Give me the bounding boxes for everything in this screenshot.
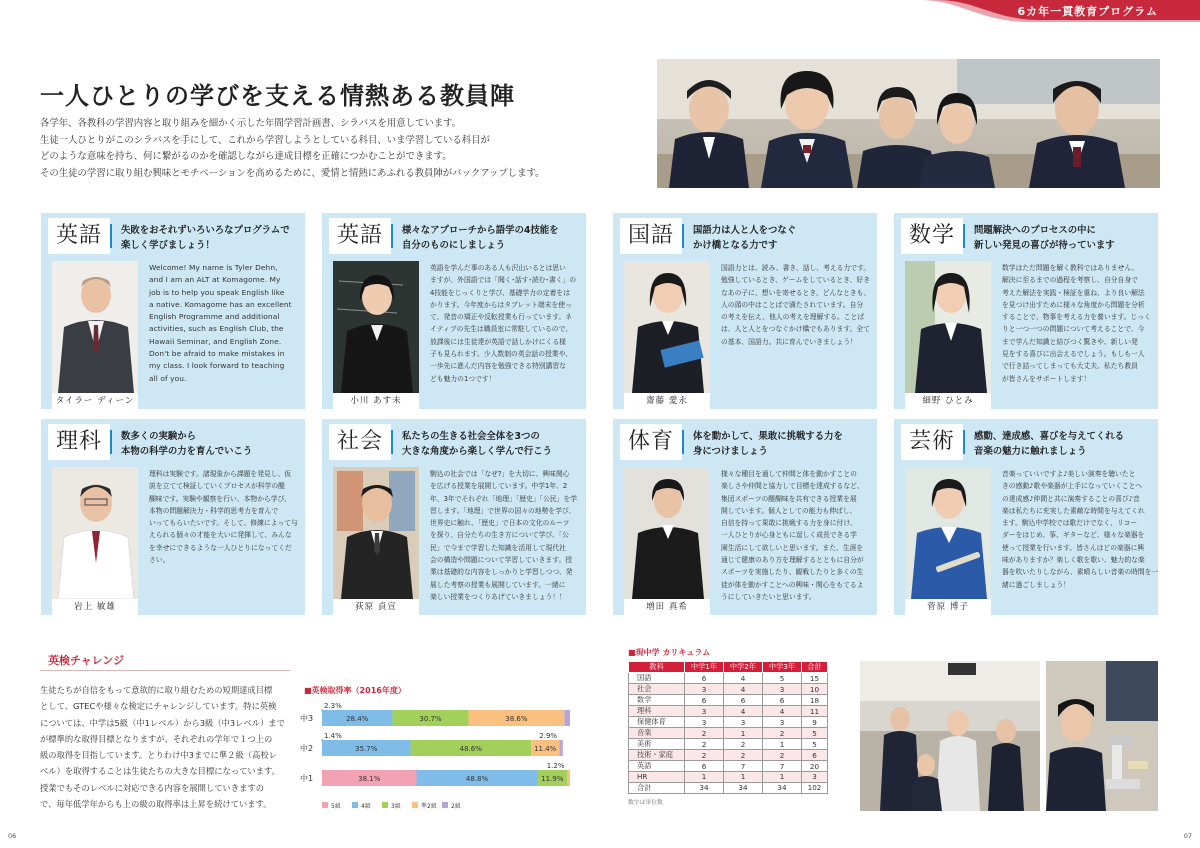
category-label: 中1: [300, 774, 314, 783]
students-illustration: [657, 59, 1160, 188]
classroom-illustration: [860, 661, 1040, 811]
message-line: 味がありますか？楽しく歌を歌い、魅力的な楽: [1002, 556, 1145, 565]
column-header: 教科: [629, 662, 685, 673]
data-label: 1.2%: [546, 762, 565, 770]
table-cell: 3: [802, 772, 828, 783]
message-line: 説を立てて検証していくプロセスが科学の醍: [149, 482, 285, 491]
message-line: 民」で今まで学習した知識を活用して現代社: [430, 543, 566, 552]
table-cell: 3: [685, 684, 724, 695]
message-line: 器を吹いたりしながら、素晴らしい音楽の時間を一: [1002, 568, 1159, 577]
subject-label: 英語: [48, 218, 110, 254]
table-cell: 4: [724, 684, 763, 695]
card-catchphrase: [693, 223, 873, 253]
message-line: で行き詰ってしまっても大丈夫、私たち教員: [1002, 362, 1138, 371]
message-line: なあの子に、想いを寄せるとき、どんなときも、: [721, 288, 871, 297]
eiken-line: 授業でもそのレベルに対応できる内容を展開していきますの: [40, 782, 265, 793]
table-cell: 1: [763, 739, 802, 750]
table-cell: 9: [802, 717, 828, 728]
message-line: 楽は私たちに充実した素敵な時間を与えてくれ: [1002, 506, 1145, 515]
eiken-line: 級の取得を目指しています。とりわけ中3までに準２級（高校レ: [40, 750, 277, 761]
message-line: を見つけ出すために様々な角度から問題を分析: [1002, 300, 1145, 309]
data-label: 38.6%: [505, 715, 528, 723]
catch-line: 感動、達成感、喜びを与えてくれる: [974, 431, 1125, 442]
legend-label: 準2級: [421, 803, 437, 810]
teacher-card-science: [41, 419, 305, 615]
message-line: を広げる授業を展開しています。中学1年、2: [430, 482, 568, 491]
table-cell: 理科: [629, 706, 685, 717]
message-line: 醐味です。実験や観察を行い、本物から学び、: [149, 494, 291, 503]
table-cell: 7: [763, 761, 802, 772]
teacher-name: タイラー ディーン: [52, 393, 138, 409]
table-cell: 6: [685, 673, 724, 684]
table-row: [629, 782, 828, 793]
table-cell: 6: [685, 695, 724, 706]
teacher-portrait: [333, 467, 419, 599]
table-cell: 2: [724, 750, 763, 761]
table-cell: 6: [802, 750, 828, 761]
eiken-chart: [300, 698, 580, 812]
data-label: 11.4%: [534, 745, 557, 753]
table-row: [629, 717, 828, 728]
table-cell: 3: [763, 717, 802, 728]
message-line: 解決に至るまでの過程を考察し、自分自身で: [1002, 276, 1138, 285]
message-line: 国語力とは、読み、書き、話し、考える力です。: [721, 264, 871, 272]
table-row: [629, 739, 828, 750]
table-cell: 34: [763, 782, 802, 793]
message-line: 緒に過ごしましょう！: [1002, 580, 1070, 589]
subject-divider: [110, 224, 112, 248]
message-line: きの感動♪歌や楽器が上手になっていくことへ: [1002, 482, 1143, 491]
legend-label: 2級: [451, 803, 461, 810]
table-cell: 1: [724, 772, 763, 783]
subject-label: 数学: [901, 218, 963, 254]
teacher-card-math: [894, 213, 1158, 409]
message-line: 開しています。個人としての能力も伸ばし、: [721, 506, 857, 515]
column-header: 中学2年: [724, 662, 763, 673]
legend-swatch: [382, 802, 388, 808]
hero-students-photo: [657, 59, 1160, 188]
teacher-message: [1002, 262, 1152, 385]
teacher-name: 岩上 敏雄: [52, 599, 138, 615]
table-cell: 2: [685, 750, 724, 761]
message-line: 音楽っていいですよ♪美しい演奏を聴いたと: [1002, 470, 1136, 478]
intro-line: どのような意味を持ち、何に繋がるのかを確認しながら達成目標を正確につかむことができます。: [40, 151, 452, 162]
table-cell: 6: [763, 695, 802, 706]
message-line: ますが、外国語では「聞く･話す･読む･書く」の: [430, 276, 577, 285]
subject-label: 国語: [620, 218, 682, 254]
data-label: 1.4%: [324, 732, 342, 740]
catch-line: 体を動かして、果敢に挑戦する力を: [693, 431, 843, 442]
legend-swatch: [442, 802, 448, 808]
teacher-portrait: [905, 261, 991, 393]
legend-label: 3級: [391, 803, 401, 810]
message-line: Welcome! My name is Tyler Dehn,: [149, 263, 278, 272]
message-line: 習します。「地理」で世界の国々の地勢を学び、: [430, 506, 576, 515]
table-cell: 11: [802, 706, 828, 717]
teacher-card-arts: [894, 419, 1158, 615]
table-cell: 4: [763, 706, 802, 717]
subject-label: 芸術: [901, 424, 963, 460]
message-line: 楽しい授業をつくりあげていきましょう！！: [430, 592, 566, 601]
page-title: 一人ひとりの学びを支える情熱ある教員陣: [40, 82, 515, 110]
message-line: Don't be afraid to make mistakes in: [149, 349, 285, 359]
teacher-portrait: [333, 261, 419, 393]
message-line: 4技能をじっくりと学び、基礎学力の定着をは: [430, 288, 570, 297]
table-cell: 3: [685, 717, 724, 728]
teacher-photo: [333, 467, 419, 599]
message-line: 集団スポーツの醍醐味を共有できる授業を展: [721, 494, 857, 503]
eiken-section-header: [40, 649, 290, 671]
message-line: 年、3年でそれぞれ「地理」「歴史」「公民」を学: [430, 494, 578, 503]
curriculum-title: ■現中学 カリキュラム: [628, 648, 711, 657]
table-cell: 3: [724, 717, 763, 728]
message-line: 放課後には生徒達が英語で話しかけにくる様: [430, 337, 566, 346]
table-cell: 15: [802, 673, 828, 684]
column-header: 合計: [802, 662, 828, 673]
table-row: [629, 684, 828, 695]
data-label: 2.9%: [539, 732, 558, 740]
microscope-illustration: [1046, 661, 1158, 811]
card-catchphrase: [693, 429, 873, 459]
catch-line: 私たちの生きる社会全体を3つの: [402, 431, 540, 442]
subject-divider: [110, 430, 112, 454]
message-line: イティブの先生は職員室に常駐しているので、: [430, 325, 573, 334]
table-cell: 6: [685, 761, 724, 772]
message-line: 考えた解法を実践・検証を重ね、より良い解法: [1002, 288, 1145, 297]
teacher-message: [149, 262, 299, 385]
message-line: が皆さんをサポートします！: [1002, 374, 1091, 383]
intro-line: その生徒の学習に取り組む興味とモチベーションを高めるために、愛情と情熱にあふれる教員陣がバックアップします。: [40, 167, 545, 179]
data-label: 38.1%: [358, 775, 381, 783]
message-line: my class. I look forward to teaching: [149, 361, 285, 371]
message-line: 一人ひとりが心身ともに逞しく成長できる学: [721, 531, 857, 540]
subject-divider: [682, 430, 684, 454]
table-row: [629, 695, 828, 706]
table-cell: HR: [629, 772, 685, 783]
teacher-photo: [624, 261, 710, 393]
eiken-chart-svg: [300, 698, 580, 812]
table-cell: 5: [763, 673, 802, 684]
chart-title: ■英検取得率（2016年度）: [304, 686, 406, 695]
message-line: 通じて健康のあり方を理解するとともに自分が: [721, 556, 864, 565]
catch-line: 新しい発見の喜びが待っています: [974, 240, 1115, 251]
message-line: 使って授業を行います。皆さんはどの楽器に興: [1002, 543, 1145, 552]
card-catchphrase: [974, 429, 1154, 459]
catch-line: 様々なアプローチから語学の4技能を: [402, 225, 559, 236]
teacher-card-social: [322, 419, 586, 615]
curriculum-body: [629, 673, 828, 794]
eiken-line: として、GTECや様々な検定にチャレンジしています。特に英検: [40, 701, 277, 712]
message-line: 自信を持って果敢に挑戦する力を身に付け、: [721, 519, 857, 528]
table-cell: 4: [724, 673, 763, 684]
table-cell: 数学: [629, 695, 685, 706]
message-line: を探り、自分たちの生き方について学び、「公: [430, 531, 569, 540]
message-line: の考えを伝え、他人の考えを理解する。ことば: [721, 313, 865, 322]
subject-divider: [682, 224, 684, 248]
teacher-photo: [52, 261, 138, 393]
page-number-left: 06: [8, 832, 17, 840]
eiken-line: で、毎年低学年からも上の級の取得率は上昇を続けています。: [40, 799, 272, 810]
teacher-portrait: [52, 467, 138, 599]
message-line: 園生活にして欲しいと思います。また、生涯を: [721, 543, 864, 552]
data-label: 48.8%: [465, 775, 489, 783]
message-line: いってもらいたいです。そして、修練によって与: [149, 519, 298, 528]
catch-line: 楽しく学びましょう！: [121, 240, 215, 251]
teacher-photo: [52, 467, 138, 599]
teacher-photo: [905, 261, 991, 393]
data-label: 11.9%: [541, 775, 564, 783]
table-cell: 2: [685, 739, 724, 750]
table-cell: 合計: [629, 782, 685, 793]
curriculum-table: [628, 661, 828, 794]
message-line: うにしていきたいと思います。: [721, 592, 816, 601]
eiken-line: 生徒たちが自信をもって意欲的に取り組むための短期達成目標: [40, 685, 273, 695]
table-cell: 5: [802, 739, 828, 750]
catch-line: 音楽の魅力に触れましょう: [974, 446, 1087, 457]
message-line: することで、物事を考える力を養います。じっく: [1002, 313, 1151, 322]
table-cell: 2: [763, 728, 802, 739]
teacher-card-english-2: [322, 213, 586, 409]
catch-line: 失敗をおそれずいろいろなプログラムで: [121, 225, 290, 236]
teacher-name: 荻原 貞宣: [333, 599, 419, 615]
teacher-card-pe: [613, 419, 877, 615]
eiken-description: [40, 682, 296, 812]
table-cell: 7: [724, 761, 763, 772]
table-cell: 英語: [629, 761, 685, 772]
subject-label: 体育: [620, 424, 682, 460]
section-banner: [920, 0, 1200, 22]
bar-segment: [559, 740, 562, 756]
catch-line: 本物の科学の力を育んでいこう: [121, 446, 253, 457]
subject-label: 理科: [48, 424, 110, 460]
table-cell: 2: [724, 739, 763, 750]
subject-divider: [963, 430, 965, 454]
message-line: and I am an ALT at Komagome. My: [149, 275, 281, 285]
catch-line: かけ橋となる力です: [693, 240, 778, 251]
message-line: は、人と人とをつなぐかけ橋でもあります。全て: [721, 325, 870, 334]
teacher-name: 細野 ひとみ: [905, 393, 991, 409]
table-cell: 技術・家庭: [629, 750, 685, 761]
legend-swatch: [352, 802, 358, 808]
table-cell: 34: [724, 782, 763, 793]
teacher-message: [149, 468, 299, 566]
banner-label: 6カ年一貫教育プログラム: [1017, 5, 1158, 18]
message-line: 勉強しているとき、ゲームをしているとき、好き: [721, 276, 870, 285]
table-cell: 4: [724, 706, 763, 717]
message-line: all of you.: [149, 373, 187, 383]
message-line: 数学はただ問題を解く教科ではありません。: [1002, 264, 1139, 272]
table-cell: 6: [724, 695, 763, 706]
message-line: えられる個々の才能を大いに発揮して、みんな: [149, 531, 292, 540]
teacher-portrait: [905, 467, 991, 599]
teacher-card-japanese: [613, 213, 877, 409]
message-line: 理科は実験です。諸現象から課題を発見し、仮: [149, 470, 292, 478]
teacher-photo: [624, 467, 710, 599]
column-header: 中学3年: [763, 662, 802, 673]
classroom-photo: [860, 661, 1040, 811]
table-cell: 音楽: [629, 728, 685, 739]
teacher-message: [1002, 468, 1159, 591]
catch-line: 問題解決へのプロセスの中に: [974, 225, 1096, 236]
message-line: 人の頭の中はことばで満たされています。自分: [721, 300, 864, 309]
card-catchphrase: [402, 223, 582, 253]
teacher-name: 齋藤 愛永: [624, 393, 710, 409]
table-row: [629, 728, 828, 739]
message-line: ども魅力の1つです！: [430, 374, 496, 383]
subject-divider: [963, 224, 965, 248]
message-line: 展した考察の授業も展開しています。一緒に: [430, 580, 566, 589]
table-row: [629, 772, 828, 783]
data-label: 48.6%: [459, 745, 482, 753]
teacher-message: [430, 262, 580, 385]
microscope-photo: [1046, 661, 1158, 811]
category-label: 中2: [300, 744, 314, 753]
teacher-portrait: [624, 467, 710, 599]
message-line: スポーツを実施したり、観戦したりと多くの生: [721, 568, 864, 577]
legend-swatch: [322, 802, 328, 808]
table-cell: 2: [685, 728, 724, 739]
table-cell: 1: [763, 772, 802, 783]
message-line: 様々な種目を通して仲間と体を動かすことの: [721, 470, 857, 478]
message-line: 見をする喜びに出会えるでしょう。もしも一人: [1002, 350, 1145, 359]
table-cell: 3: [685, 706, 724, 717]
catch-line: 身につけましょう: [693, 446, 768, 457]
catch-line: 数多くの実験から: [121, 431, 197, 442]
bar-segment: [564, 710, 570, 726]
eiken-line: については、中学は5級（中1レベル）から3級（中3レベル）まで: [40, 717, 285, 728]
table-row: [629, 706, 828, 717]
eiken-line: ベル）を取得することは生徒たちの大きな目標になっています。: [40, 766, 280, 777]
legend-label: 5級: [331, 803, 341, 810]
message-line: ダーをはじめ、筝、ギターなど、様々な楽器を: [1002, 531, 1145, 540]
table-cell: 2: [763, 750, 802, 761]
table-cell: 1: [724, 728, 763, 739]
table-cell: 34: [685, 782, 724, 793]
teacher-portrait: [52, 261, 138, 393]
message-line: 業は基礎的な内容をしっかりと学習しつつ、発: [430, 568, 573, 577]
message-line: 一歩先に進んだ内容を勉強できる特別講習な: [430, 362, 566, 371]
intro-text: [40, 116, 640, 182]
teacher-photo: [905, 467, 991, 599]
table-row: [629, 750, 828, 761]
table-cell: 18: [802, 695, 828, 706]
message-line: Hawaii Seminar, and English Zone.: [149, 336, 282, 346]
intro-line: 各学年、各教科の学習内容と取り組みを細かく示した年間学習計画書、シラバスを用意しています。: [40, 118, 462, 129]
message-line: 本物の問題解決力・科学的思考力を育んで: [149, 506, 279, 515]
column-header: 中学1年: [685, 662, 724, 673]
subject-label: 社会: [329, 424, 391, 460]
message-line: a native. Komagome has an excellent: [149, 299, 292, 309]
message-line: English Programme and additional: [149, 312, 280, 322]
message-line: さい。: [149, 556, 170, 565]
table-cell: 5: [802, 728, 828, 739]
data-label: 30.7%: [419, 715, 442, 723]
message-line: 駒込の社会では「なぜ?」を大切に、興味関心: [430, 470, 570, 478]
teacher-name: 増田 真希: [624, 599, 710, 615]
catch-line: 自分のものにしましょう: [402, 240, 506, 251]
message-line: job is to help you speak English like: [149, 287, 285, 297]
table-cell: 1: [685, 772, 724, 783]
teacher-name: 菅原 博子: [905, 599, 991, 615]
catch-line: 大きな角度から楽しく学んで行こう: [402, 446, 553, 457]
message-line: まで学んだ知識と結びつく驚きや、新しい発: [1002, 337, 1138, 346]
page-number-right: 07: [1183, 832, 1192, 840]
card-catchphrase: [121, 429, 301, 459]
card-catchphrase: [974, 223, 1154, 253]
table-cell: 国語: [629, 673, 685, 684]
table-header-row: [629, 662, 828, 673]
message-line: 英語を学んだ事のある人も沢山いるとは思い: [430, 264, 566, 272]
teacher-message: [721, 262, 871, 348]
data-label: 2.3%: [324, 702, 342, 710]
message-line: 会の構造や問題について学習していきます。授: [430, 556, 573, 565]
eiken-title: 英検チャレンジ: [48, 654, 125, 667]
legend-label: 4級: [361, 803, 371, 810]
subject-divider: [391, 430, 393, 454]
data-label: 35.7%: [355, 745, 378, 753]
message-line: りと一つ一つの問題について考えることで、今: [1002, 325, 1145, 334]
message-line: ます。駒込中学校では歌だけでなく、リコー: [1002, 519, 1138, 528]
teacher-portrait: [624, 261, 710, 393]
teacher-photo: [333, 261, 419, 393]
table-cell: 10: [802, 684, 828, 695]
table-row: [629, 673, 828, 684]
teacher-name: 小川 あす未: [333, 393, 419, 409]
message-line: 徒が体を動かすことへの興味・関心をもてるよ: [721, 580, 864, 589]
card-catchphrase: [121, 223, 301, 253]
message-line: 楽しさや仲間と協力して目標を達成するなど、: [721, 482, 864, 491]
category-label: 中3: [300, 714, 314, 723]
catch-line: 国語力は人と人をつなぐ: [693, 225, 797, 236]
message-line: を幸せにできるような一人ひとりになってくだ: [149, 543, 292, 552]
curriculum-note: 数字は単位数: [628, 800, 663, 806]
data-label: 28.4%: [346, 715, 369, 723]
intro-line: 生徒一人ひとりがこのシラバスを手にして、これから学習しようとしている科目、いま学習している科目が: [40, 134, 490, 146]
legend-swatch: [412, 802, 418, 808]
message-line: 子も見られます。少人数制の英会話の授業や、: [430, 350, 573, 359]
table-row: [629, 761, 828, 772]
teacher-message: [721, 468, 871, 603]
table-cell: 保健体育: [629, 717, 685, 728]
message-line: activities, such as English Club, the: [149, 324, 284, 334]
table-cell: 3: [763, 684, 802, 695]
teacher-card-english-1: [41, 213, 305, 409]
card-catchphrase: [402, 429, 582, 459]
message-line: 世界史に触れ、「歴史」で日本の文化のルーツ: [430, 519, 570, 528]
message-line: の基本、国語力。共に育んでいきましょう！: [721, 337, 857, 346]
table-cell: 20: [802, 761, 828, 772]
message-line: の達成感♪仲間と共に演奏することの喜び♪音: [1002, 494, 1140, 503]
message-line: かります。今年度からはタブレット端末を使っ: [430, 300, 572, 309]
subject-divider: [391, 224, 393, 248]
bar-segment: [567, 770, 570, 786]
subject-label: 英語: [329, 218, 391, 254]
eiken-line: が標準的な取得目標となりますが、それぞれの学年で１つ上の: [40, 733, 273, 744]
table-cell: 美術: [629, 739, 685, 750]
table-cell: 社会: [629, 684, 685, 695]
teacher-message: [430, 468, 580, 603]
message-line: て、発音の矯正や反転授業も行っています。ネ: [430, 313, 573, 322]
table-cell: 102: [802, 782, 828, 793]
